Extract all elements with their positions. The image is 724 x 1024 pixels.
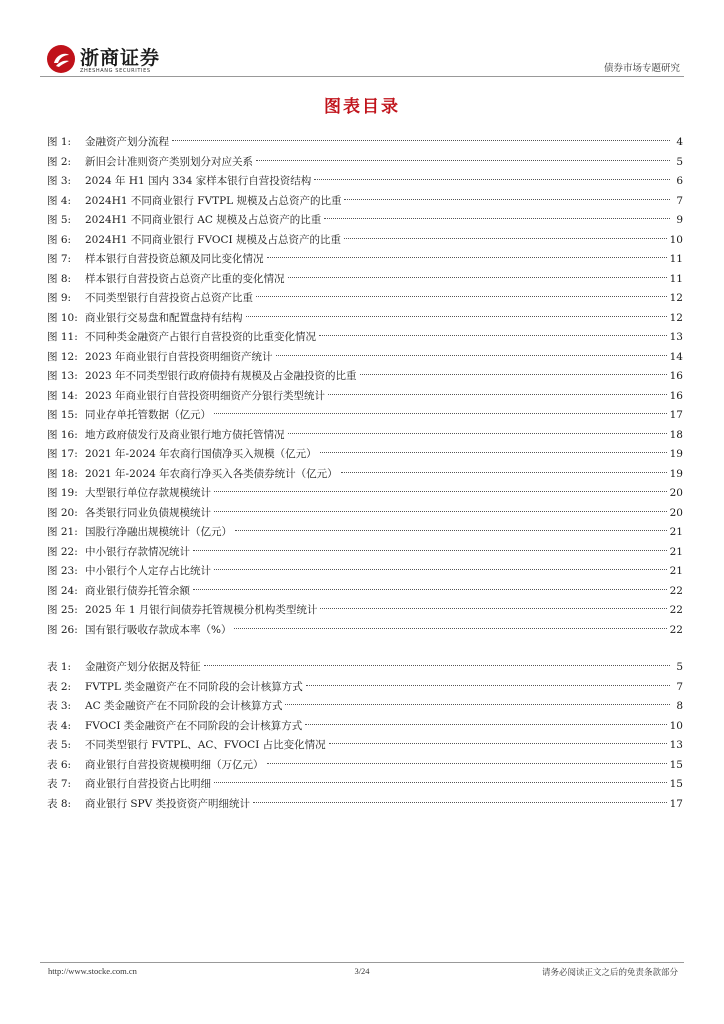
toc-entry-page: 22 (669, 623, 683, 636)
toc-entry-label: 图 24: (47, 584, 78, 597)
toc-leader-dots (256, 160, 670, 161)
toc-entry[interactable] (47, 211, 683, 231)
toc-entry-page: 17 (669, 797, 683, 810)
toc-entry-title: 商业银行自营投资占比明细 (85, 778, 211, 790)
toc-leader-dots (328, 394, 667, 395)
toc-leader-dots (329, 743, 667, 744)
toc-entry[interactable] (47, 484, 683, 504)
toc-entry-label: 图 23: (47, 565, 78, 577)
toc-entry-page: 21 (669, 526, 683, 538)
toc-entry-title: 地方政府债发行及商业银行地方债托管情况 (85, 428, 285, 441)
toc-entry-page: 15 (669, 778, 683, 790)
toc-entry-page: 12 (669, 292, 683, 304)
toc-entry[interactable] (47, 367, 683, 387)
toc-entry-title: 样本银行自营投资占总资产比重的变化情况 (85, 272, 285, 285)
toc-leader-dots (253, 802, 667, 803)
toc-entry[interactable] (47, 172, 683, 192)
toc-entry-page: 10 (669, 233, 683, 246)
toc-leader-dots (246, 316, 667, 317)
toc-entry[interactable] (47, 289, 683, 309)
toc-entry[interactable] (47, 465, 683, 485)
toc-entry-page: 20 (669, 506, 683, 519)
toc-leader-dots (214, 511, 667, 512)
toc-leader-dots (267, 257, 667, 258)
toc-leader-dots (214, 413, 667, 414)
figure-index (47, 133, 683, 640)
toc-entry-page: 20 (669, 487, 683, 499)
toc-entry-title: 商业银行债券托管余额 (85, 584, 190, 597)
toc-leader-dots (285, 704, 670, 705)
toc-leader-dots (267, 763, 667, 764)
toc-leader-dots (344, 238, 667, 239)
toc-entry-label: 表 7: (47, 778, 72, 790)
toc-entry-page: 15 (669, 758, 683, 771)
toc-leader-dots (204, 665, 671, 666)
zheshang-logo-icon (46, 44, 76, 74)
toc-entry-title: 不同类型银行 FVTPL、AC、FVOCI 占比变化情况 (85, 739, 326, 751)
toc-entry[interactable] (47, 736, 683, 756)
toc-entry[interactable] (47, 621, 683, 641)
toc-entry-label: 图 13: (47, 370, 78, 382)
toc-leader-dots (193, 589, 667, 590)
toc-entry-label: 图 17: (47, 448, 78, 460)
toc-entry[interactable] (47, 231, 683, 251)
toc-leader-dots (214, 491, 667, 492)
toc-leader-dots (314, 179, 670, 180)
toc-entry-page: 21 (669, 545, 683, 558)
toc-entry-label: 表 5: (47, 739, 72, 751)
toc-entry-title: 商业银行交易盘和配置盘持有结构 (85, 311, 243, 324)
toc-entry-label: 图 9: (47, 292, 72, 304)
toc-entry-page: 13 (669, 739, 683, 751)
toc-entry[interactable] (47, 601, 683, 621)
toc-leader-dots (360, 374, 667, 375)
footer-url[interactable]: http://www.stocke.com.cn (48, 966, 137, 976)
toc-entry-page: 5 (676, 661, 683, 673)
toc-leader-dots (319, 335, 667, 336)
toc-entry[interactable] (47, 795, 683, 815)
toc-entry[interactable] (47, 658, 683, 678)
toc-entry-title: 2024H1 不同商业银行 FVOCI 规模及占总资产的比重 (85, 233, 342, 246)
toc-entry-page: 19 (669, 467, 683, 480)
toc-leader-dots (256, 296, 667, 297)
toc-entry-label: 图 1: (47, 136, 72, 148)
toc-leader-dots (306, 685, 670, 686)
toc-entry-label: 表 8: (47, 797, 72, 810)
toc-entry-label: 图 12: (47, 350, 78, 363)
toc-entry-title: 不同种类金融资产占银行自营投资的比重变化情况 (85, 331, 316, 343)
toc-entry-label: 图 3: (47, 175, 72, 187)
toc-entry-title: 同业存单托管数据（亿元） (85, 409, 211, 421)
toc-entry-title: 样本银行自营投资总额及同比变化情况 (85, 253, 264, 265)
toc-entry-title: 商业银行 SPV 类投资资产明细统计 (85, 797, 251, 810)
toc-entry-page: 14 (669, 350, 683, 363)
brand-name-en: ZHESHANG SECURITIES (80, 68, 151, 74)
toc-entry-label: 图 19: (47, 487, 78, 499)
toc-entry-page: 7 (676, 680, 683, 693)
toc-entry[interactable] (47, 543, 683, 563)
table-index (47, 658, 683, 814)
toc-entry[interactable] (47, 406, 683, 426)
toc-entry-page: 18 (669, 428, 683, 441)
toc-entry-page: 6 (676, 175, 683, 187)
header-divider (40, 76, 684, 77)
toc-leader-dots (288, 277, 667, 278)
toc-entry-title: 中小银行个人定存占比统计 (85, 565, 211, 577)
toc-entry[interactable] (47, 153, 683, 173)
toc-entry-label: 图 4: (47, 194, 72, 207)
toc-entry-label: 表 4: (47, 719, 72, 732)
toc-entry-title: AC 类金融资产在不同阶段的会计核算方式 (85, 700, 283, 712)
toc-entry-title: 国有银行吸收存款成本率（%） (85, 623, 232, 636)
toc-entry-label: 图 5: (47, 214, 72, 226)
toc-entry-label: 图 14: (47, 389, 78, 402)
toc-leader-dots (320, 452, 667, 453)
toc-entry-label: 图 16: (47, 428, 78, 441)
toc-entry-title: 不同类型银行自营投资占总资产比重 (85, 292, 253, 304)
toc-entry-page: 16 (669, 389, 683, 402)
toc-entry-title: 2023 年商业银行自营投资明细资产分银行类型统计 (85, 389, 326, 402)
footer-divider (40, 962, 684, 963)
toc-entry-label: 图 15: (47, 409, 78, 421)
toc-entry-page: 12 (669, 311, 683, 324)
toc-leader-dots (305, 724, 666, 725)
toc-leader-dots (172, 140, 670, 141)
toc-entry-page: 8 (676, 700, 683, 712)
toc-entry-label: 图 25: (47, 604, 78, 616)
toc-leader-dots (288, 433, 667, 434)
toc-entry-title: 国股行净融出规模统计（亿元） (85, 526, 232, 538)
toc-entry-title: 2021 年-2024 年农商行净买入各类债券统计（亿元） (85, 467, 338, 480)
toc-entry-page: 4 (676, 136, 683, 148)
toc-entry-label: 表 6: (47, 758, 72, 771)
toc-entry-page: 22 (669, 584, 683, 597)
toc-entry-title: FVOCI 类金融资产在不同阶段的会计核算方式 (85, 719, 303, 732)
toc-entry-label: 图 26: (47, 623, 78, 636)
toc-entry-label: 图 22: (47, 545, 78, 558)
toc-entry[interactable] (47, 717, 683, 737)
toc-entry-title: 中小银行存款情况统计 (85, 545, 190, 558)
toc-entry[interactable] (47, 582, 683, 602)
toc-entry-page: 19 (669, 448, 683, 460)
brand-name: 浙商证券 (80, 47, 161, 69)
toc-entry-page: 9 (676, 214, 683, 226)
toc-entry[interactable] (47, 445, 683, 465)
toc-entry-label: 图 21: (47, 526, 78, 538)
toc-entry-title: 金融资产划分依据及特征 (85, 661, 201, 673)
toc-entry[interactable] (47, 192, 683, 212)
toc-entry-page: 17 (669, 409, 683, 421)
toc-entry-page: 16 (669, 370, 683, 382)
toc-entry[interactable] (47, 756, 683, 776)
toc-leader-dots (320, 608, 666, 609)
toc-entry-page: 5 (676, 155, 683, 168)
page-header (40, 40, 684, 80)
toc-entry-title: 商业银行自营投资规模明细（万亿元） (85, 758, 264, 771)
toc-entry[interactable] (47, 133, 683, 153)
toc-entry[interactable] (47, 348, 683, 368)
toc-entry-title: 各类银行同业负债规模统计 (85, 506, 211, 519)
toc-entry-title: FVTPL 类金融资产在不同阶段的会计核算方式 (85, 680, 303, 693)
toc-leader-dots (214, 569, 667, 570)
toc-entry[interactable] (47, 328, 683, 348)
toc-entry-title: 2024H1 不同商业银行 AC 规模及占总资产的比重 (85, 214, 322, 226)
toc-leader-dots (214, 782, 667, 783)
toc-entry-label: 图 7: (47, 253, 72, 265)
toc-entry-title: 新旧会计准则资产类别划分对应关系 (85, 155, 253, 168)
toc-entry-title: 2023 年商业银行自营投资明细资产统计 (85, 350, 273, 363)
toc-entry-page: 13 (669, 331, 683, 343)
toc-entry-title: 大型银行单位存款规模统计 (85, 487, 211, 499)
toc-leader-dots (235, 530, 667, 531)
toc-entry-title: 2024H1 不同商业银行 FVTPL 规模及占总资产的比重 (85, 194, 342, 207)
toc-entry-page: 11 (669, 253, 683, 265)
toc-leader-dots (234, 628, 666, 629)
footer-disclaimer: 请务必阅读正文之后的免责条款部分 (541, 968, 678, 978)
page-title: 图表目录 (324, 97, 400, 117)
toc-entry-title: 2023 年不同类型银行政府债持有规模及占金融投资的比重 (85, 370, 357, 382)
toc-entry[interactable] (47, 775, 683, 795)
toc-entry-label: 图 10: (47, 311, 78, 324)
toc-entry-page: 7 (676, 194, 683, 207)
toc-entry[interactable] (47, 250, 683, 270)
footer-page-number: 3/24 (354, 966, 370, 976)
toc-entry[interactable] (47, 426, 683, 446)
toc-entry-page: 11 (669, 272, 683, 285)
toc-leader-dots (276, 355, 667, 356)
toc-leader-dots (324, 218, 670, 219)
toc-entry-page: 22 (669, 604, 683, 616)
toc-entry-page: 10 (669, 719, 683, 732)
toc-leader-dots (344, 199, 670, 200)
toc-leader-dots (341, 472, 667, 473)
toc-entry[interactable] (47, 387, 683, 407)
toc-entry-label: 图 2: (47, 155, 72, 168)
toc-entry-label: 图 8: (47, 272, 72, 285)
toc-entry-label: 图 18: (47, 467, 78, 480)
toc-leader-dots (193, 550, 667, 551)
toc-entry[interactable] (47, 562, 683, 582)
toc-entry-title: 2024 年 H1 国内 334 家样本银行自营投资结构 (85, 175, 312, 187)
toc-entry[interactable] (47, 309, 683, 329)
toc-entry-title: 2021 年-2024 年农商行国债净买入规模（亿元） (85, 448, 317, 460)
toc-entry-label: 表 2: (47, 680, 72, 693)
toc-entry[interactable] (47, 523, 683, 543)
toc-entry-label: 图 11: (47, 331, 78, 343)
toc-entry[interactable] (47, 697, 683, 717)
toc-entry-label: 图 20: (47, 506, 78, 519)
toc-entry-label: 表 3: (47, 700, 72, 712)
toc-entry-label: 图 6: (47, 233, 72, 246)
toc-entry[interactable] (47, 270, 683, 290)
toc-entry[interactable] (47, 678, 683, 698)
toc-entry[interactable] (47, 504, 683, 524)
toc-entry-title: 金融资产划分流程 (85, 136, 169, 148)
report-section: 债券市场专题研究 (603, 63, 680, 74)
toc-entry-label: 表 1: (47, 661, 72, 673)
toc-entry-title: 2025 年 1 月银行间债券托管规模分机构类型统计 (85, 604, 318, 616)
toc-entry-page: 21 (669, 565, 683, 577)
